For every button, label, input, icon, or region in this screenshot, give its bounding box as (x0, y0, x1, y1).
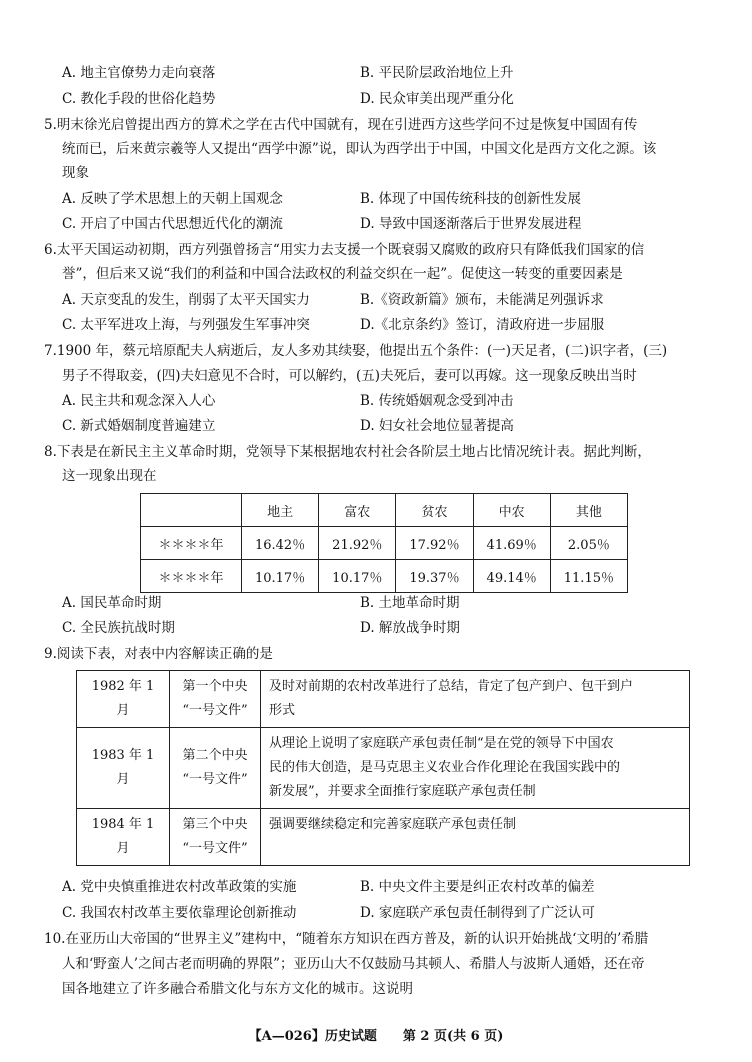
table-header-row (141, 494, 628, 527)
table-cell-doc (170, 809, 261, 866)
doc-line: 第二个中央 (182, 748, 248, 763)
q5-option-d: D. 导致中国逐渐落后于世界发展进程 (360, 216, 582, 232)
table-cell-doc (170, 671, 261, 728)
table-header-cell: 中农 (473, 494, 550, 527)
table-cell-date: 1984 年 1 月 (77, 809, 170, 866)
q8-stem-line2: 这一现象出现在 (62, 468, 157, 484)
q7-stem-line1: 7.1900 年，蔡元培原配夫人病逝后，友人多劝其续娶，他提出五个条件：(一)天足者，(二)识字者，(三) (44, 343, 668, 359)
table-cell: 10.17％ (319, 560, 396, 593)
q5-stem-line3: 现象 (62, 165, 89, 181)
q4-option-d: D. 民众审美出现严重分化 (360, 91, 514, 107)
q4-option-c: C. 教化手段的世俗化趋势 (62, 91, 216, 107)
table-cell: ＊＊＊＊年 (141, 527, 242, 560)
q4-option-a: A. 地主官僚势力走向衰落 (62, 65, 216, 81)
content-line: 强调要继续稳定和完善家庭联产承包责任制 (269, 817, 517, 832)
table-cell-date: 1983 年 1 月 (77, 728, 170, 809)
q5-option-a: A. 反映了学术思想上的天朝上国观念 (62, 191, 283, 207)
table-cell-content (261, 671, 690, 728)
q6-stem-line1: 6.太平天国运动初期，西方列强曾扬言“用实力去支援一个既衰弱又腐败的政府只有降低我们国家的信 (44, 242, 645, 258)
q6-option-c: C. 太平军进攻上海，与列强发生军事冲突 (62, 317, 310, 333)
q7-stem-line2: 男子不得取妾，(四)夫妇意见不合时，可以解约，(五)夫死后，妻可以再嫁。这一现象反映出当时 (62, 368, 637, 384)
table-row (77, 728, 690, 809)
q10-stem-line2: 人和‘野蛮人’之间古老而明确的界限”；亚历山大不仅鼓励马其顿人、希腊人与波斯人通婚，还在帝 (62, 956, 645, 972)
table-cell: 2.05％ (550, 527, 627, 560)
q7-option-a: A. 民主共和观念深入人心 (62, 393, 216, 409)
table-header-cell (141, 494, 242, 527)
q5-option-c: C. 开启了中国古代思想近代化的潮流 (62, 216, 283, 232)
table-cell: 17.92％ (396, 527, 473, 560)
table-row (77, 809, 690, 866)
content-line: 民的伟大创造，是马克思主义农业合作化理论在我国实践中的 (269, 760, 621, 775)
q9-stem: 9.阅读下表，对表中内容解读正确的是 (44, 646, 273, 662)
table-cell-content (261, 728, 690, 809)
doc-line: “一号文件” (182, 703, 248, 718)
table-header-cell: 富农 (319, 494, 396, 527)
table-header-cell: 地主 (242, 494, 319, 527)
content-line: 及时对前期的农村改革进行了总结，肯定了包产到户、包干到户 (269, 679, 634, 694)
doc-line: “一号文件” (182, 772, 248, 787)
table-cell: 49.14％ (473, 560, 550, 593)
q8-land-table (140, 493, 628, 593)
content-line: 从理论上说明了家庭联产承包责任制“是在党的领导下中国农 (269, 736, 614, 751)
table-cell: ＊＊＊＊年 (141, 560, 242, 593)
q6-option-b: B.《资政新篇》颁布，未能满足列强诉求 (360, 292, 604, 308)
table-header-cell: 其他 (550, 494, 627, 527)
page-footer: 【A—026】历史试题 第 2 页(共 6 页) (248, 1029, 504, 1044)
q9-option-c: C. 我国农村改革主要依靠理论创新推动 (62, 905, 297, 921)
q9-option-d: D. 家庭联产承包责任制得到了广泛认可 (360, 905, 595, 921)
q7-option-c: C. 新式婚姻制度普遍建立 (62, 418, 216, 434)
q8-option-a: A. 国民革命时期 (62, 595, 162, 611)
doc-line: 第三个中央 (182, 817, 248, 832)
q6-stem-line2: 誉”，但后来又说“我们的利益和中国合法政权的利益交织在一起”。促使这一转变的重要因素是 (62, 266, 623, 282)
q7-option-b: B. 传统婚姻观念受到冲击 (360, 393, 514, 409)
q10-stem-line1: 10.在亚历山大帝国的“世界主义”建构中，“随着东方知识在西方普及，新的认识开始挑战‘文明的’希腊 (44, 931, 649, 947)
q8-option-b: B. 土地革命时期 (360, 595, 460, 611)
q7-option-d: D. 妇女社会地位显著提高 (360, 418, 514, 434)
table-row (77, 671, 690, 728)
q10-stem-line3: 国各地建立了许多融合希腊文化与东方文化的城市。这说明 (62, 981, 413, 997)
q5-stem-line1: 5.明末徐光启曾提出西方的算术之学在古代中国就有，现在引进西方这些学问不过是恢复中国固有传 (44, 117, 638, 133)
table-cell-date: 1982 年 1 月 (77, 671, 170, 728)
doc-line: 第一个中央 (182, 679, 248, 694)
table-row (141, 527, 628, 560)
q8-option-c: C. 全民族抗战时期 (62, 620, 175, 636)
q5-stem-line2: 统而已，后来黄宗羲等人又提出“西学中源”说，即认为西学出于中国，中国文化是西方文化之源。该 (62, 141, 657, 157)
q8-stem-line1: 8.下表是在新民主主义革命时期，党领导下某根据地农村社会各阶层土地占比情况统计表。据此判断， (44, 444, 651, 460)
q6-option-d: D.《北京条约》签订，清政府进一步屈服 (360, 317, 605, 333)
table-cell: 10.17％ (242, 560, 319, 593)
q9-option-a: A. 党中央慎重推进农村改革政策的实施 (62, 879, 297, 895)
table-cell: 16.42％ (242, 527, 319, 560)
q9-option-b: B. 中央文件主要是纠正农村改革的偏差 (360, 879, 595, 895)
content-line: 新发展”，并要求全面推行家庭联产承包责任制 (269, 784, 536, 799)
table-cell-doc (170, 728, 261, 809)
table-cell: 19.37％ (396, 560, 473, 593)
doc-line: “一号文件” (182, 841, 248, 856)
table-cell-content (261, 809, 690, 866)
table-cell: 41.69％ (473, 527, 550, 560)
table-cell: 11.15％ (550, 560, 627, 593)
q5-option-b: B. 体现了中国传统科技的创新性发展 (360, 191, 582, 207)
content-line: 形式 (269, 703, 296, 718)
table-row (141, 560, 628, 593)
table-header-cell: 贫农 (396, 494, 473, 527)
q9-document-table (76, 670, 690, 866)
q6-option-a: A. 天京变乱的发生，削弱了太平天国实力 (62, 292, 310, 308)
q4-option-b: B. 平民阶层政治地位上升 (360, 65, 514, 81)
q8-option-d: D. 解放战争时期 (360, 620, 460, 636)
table-cell: 21.92％ (319, 527, 396, 560)
